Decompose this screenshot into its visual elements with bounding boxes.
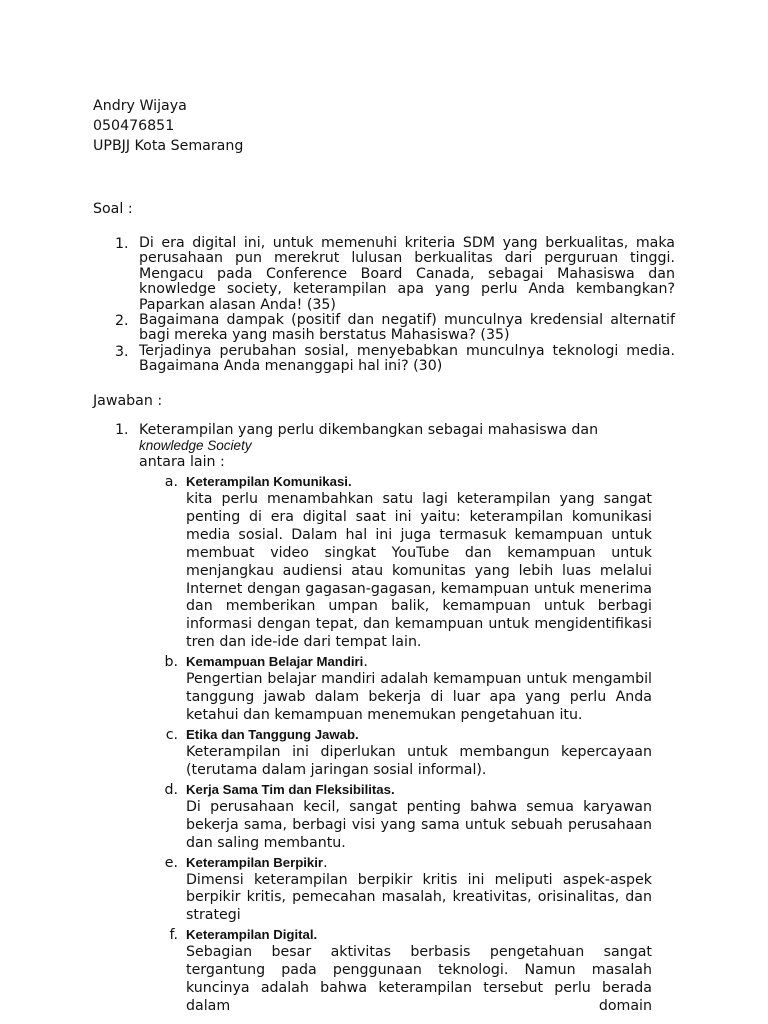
author-name: Andry Wijaya [93,98,187,114]
skill-body: Keterampilan ini diperlukan untuk membangun kepercayaan (terutama dalam jaringan sosial informal). [186,743,652,778]
question-number: 3. [115,343,129,360]
skill-letter: f. [169,927,178,944]
author-header [93,96,693,156]
skill-body: kita perlu menambahkan satu lagi keterampilan yang sangat penting di era digital saat ini yaitu: keterampilan komunikasi media sosial. Dalam hal ini juga termasuk kemampuan untuk membuat video singkat YouTube dan kemampuan untuk menjangkau audiensi atau komunitas yang lebih luas melalui Internet dengan gagasan-gagasan, kemampuan untuk menerima dan memberikan umpan balik, kemampuan untuk berbagi informasi dengan tepat, dan kemampuan untuk mengidentifikasi tren dan ide-ide dari tempat lain. [186,491,652,651]
skill-title-suffix: . [323,854,328,871]
skill-title: Keterampilan Komunikasi. [186,474,352,489]
skill-letter: a. [164,474,178,490]
skill-letter: d. [164,781,178,798]
question-item [115,236,675,313]
skill-title: Keterampilan Digital. [186,927,318,943]
skill-list [162,474,652,1016]
soal-heading: Soal : [93,201,133,217]
question-number: 2. [115,313,129,330]
answer-intro-after: antara lain : [139,454,225,470]
question-list [115,236,675,375]
skill-item [162,782,652,853]
skill-body: Sebagian besar aktivitas berbasis pengetahuan sangat tergantung pada penggunaan teknologi. Namun masalah kuncinya adalah bahwa keterampilan tersebut perlu berada dalam domain [186,944,652,1015]
answer-number: 1. [115,422,129,438]
skill-title: Kemampuan Belajar Mandiri [186,654,364,670]
skill-title: Kerja Sama Tim dan Fleksibilitas. [186,781,395,797]
skill-item [162,654,652,725]
question-number: 1. [115,236,129,252]
skill-title: Keterampilan Berpikir [186,854,324,870]
question-text: Di era digital ini, untuk memenuhi kriteria SDM yang berkualitas, maka perusahaan pun merekrut lulusan berkualitas dari perguruan tinggi. Mengacu pada Conference Board Canada, sebagai Mahasiswa dan knowledge society, keterampilan apa yang perlu Anda kembangkan? Paparkan alasan Anda! (35) [139,235,675,313]
skill-body: Di perusahaan kecil, sangat penting bahwa semua karyawan bekerja sama, berbagi visi yang sama untuk sebuah perusahaan dan saling membantu. [186,798,652,851]
answer-intro-italic: knowledge Society [139,438,252,453]
skill-item [162,927,652,1016]
jawaban-heading: Jawaban : [93,393,163,409]
skill-body: Pengertian belajar mandiri adalah kemampuan untuk mengambil tanggung jawab dalam bekerja di luar apa yang perlu Anda ketahui dan kemampuan menemukan pengetahuan itu. [186,671,652,724]
question-item [115,344,675,375]
skill-title-suffix: . [363,654,368,671]
skill-item [162,855,652,926]
question-text: Terjadinya perubahan sosial, menyebabkan munculnya teknologi media. Bagaimana Anda menanggapi hal ini? (30) [139,342,675,375]
skill-letter: b. [164,654,178,671]
skill-item [162,474,652,652]
skill-letter: c. [165,726,178,743]
answer-intro-text: Keterampilan yang perlu dikembangkan sebagai mahasiswa dan [139,422,599,438]
skill-item [162,727,652,780]
answer-block [115,421,675,1018]
unit-name: UPBJJ Kota Semarang [93,138,244,154]
question-text: Bagaimana dampak (positif dan negatif) munculnya kredensial alternatif bagi mereka yang masih berstatus Mahasiswa? (35) [139,312,675,344]
student-id: 050476851 [93,118,175,134]
question-item [115,313,675,344]
answer-intro [115,421,675,471]
skill-body: Dimensi keterampilan berpikir kritis ini meliputi aspek-aspek berpikir kritis, pemecahan masalah, kreativitas, orisinalitas, dan strategi [186,871,652,924]
skill-letter: e. [164,854,178,871]
skill-title: Etika dan Tanggung Jawab. [186,726,359,742]
